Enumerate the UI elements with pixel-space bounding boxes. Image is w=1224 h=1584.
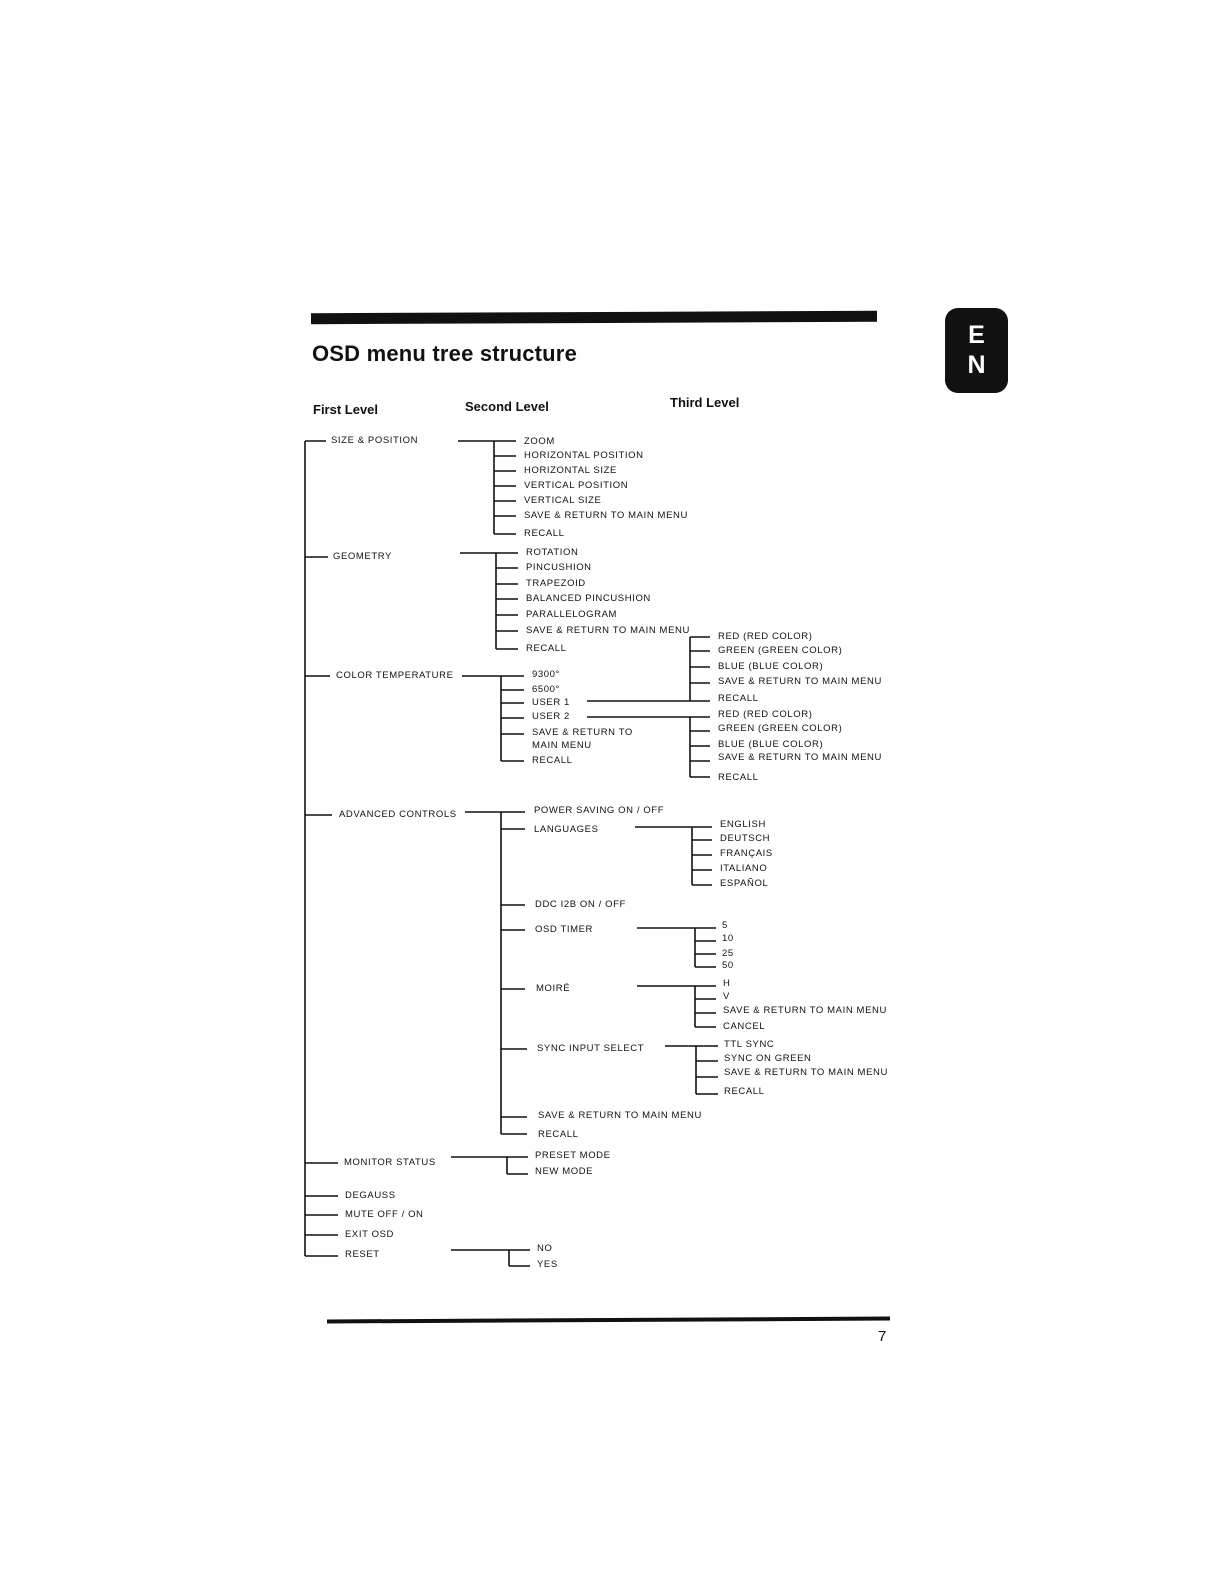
list-item: ZOOM [524,436,555,447]
list-item: RECALL [532,755,573,766]
list-item: 25 [722,948,734,959]
list-item: VERTICAL SIZE [524,495,602,506]
list-item: GREEN (GREEN COLOR) [718,645,843,656]
list-item: NEW MODE [535,1166,594,1177]
list-item: RED (RED COLOR) [718,709,813,720]
page-number: 7 [878,1328,887,1345]
list-item: SYNC ON GREEN [724,1053,812,1064]
list-item: RECALL [524,528,565,539]
list-item: DDC I2B ON / OFF [535,899,626,910]
list-item: MOIRÉ [536,983,571,994]
list-item: RECALL [718,772,759,783]
list-item: RECALL [718,693,759,704]
list-item: H [723,978,731,989]
list-item: ENGLISH [720,819,766,830]
list-item: BALANCED PINCUSHION [526,593,651,604]
list-item: 9300° [532,669,560,680]
page-title: OSD menu tree structure [312,341,578,366]
menu-size-position: SIZE & POSITION [331,435,419,446]
list-item: ITALIANO [720,863,768,874]
list-item: 50 [722,960,734,971]
list-item: RECALL [538,1129,579,1140]
list-item: SAVE & RETURN TO MAIN MENU [723,1005,887,1016]
list-item: USER 2 [532,711,570,722]
list-item: OSD TIMER [535,924,594,935]
list-item: LANGUAGES [534,824,599,835]
list-item: NO [537,1243,553,1254]
list-item: ESPAÑOL [720,878,769,889]
list-item: RECALL [526,643,567,654]
list-item: CANCEL [723,1021,766,1032]
list-item: TRAPEZOID [526,578,586,589]
list-item: 6500° [532,684,560,695]
menu-mute: MUTE OFF / ON [345,1209,424,1220]
list-item: SAVE & RETURN TO [532,727,633,738]
list-item: 10 [722,933,734,944]
list-item: SAVE & RETURN TO MAIN MENU [538,1110,702,1121]
list-item: USER 1 [532,697,570,708]
list-item: RED (RED COLOR) [718,631,813,642]
list-item: HORIZONTAL SIZE [524,465,617,476]
heading-second-level: Second Level [465,399,549,414]
list-item: 5 [722,920,728,931]
language-tab-letter-e: E [968,321,985,349]
list-item: PRESET MODE [535,1150,611,1161]
list-item: VERTICAL POSITION [524,480,629,491]
language-tab-letter-n: N [967,351,986,379]
list-item: SAVE & RETURN TO MAIN MENU [526,625,690,636]
menu-exit-osd: EXIT OSD [345,1229,394,1240]
menu-degauss: DEGAUSS [345,1190,396,1201]
list-item: BLUE (BLUE COLOR) [718,661,824,672]
list-item: SAVE & RETURN TO MAIN MENU [718,676,882,687]
menu-reset: RESET [345,1249,380,1260]
list-item: TTL SYNC [724,1039,775,1050]
menu-monitor-status: MONITOR STATUS [344,1157,436,1168]
list-item: HORIZONTAL POSITION [524,450,644,461]
list-item: YES [537,1259,558,1270]
menu-color-temperature: COLOR TEMPERATURE [336,670,454,681]
list-item: PINCUSHION [526,562,592,573]
list-item: V [723,991,730,1002]
list-item: RECALL [724,1086,765,1097]
list-item: SYNC INPUT SELECT [537,1043,645,1054]
list-item: ROTATION [526,547,579,558]
list-item: POWER SAVING ON / OFF [534,805,665,816]
list-item: FRANÇAIS [720,848,773,859]
list-item: DEUTSCH [720,833,771,844]
menu-geometry: GEOMETRY [333,551,392,562]
list-item: PARALLELOGRAM [526,609,618,620]
list-item: BLUE (BLUE COLOR) [718,739,824,750]
list-item: SAVE & RETURN TO MAIN MENU [524,510,688,521]
heading-third-level: Third Level [670,395,740,410]
menu-advanced-controls: ADVANCED CONTROLS [339,809,457,820]
list-item: SAVE & RETURN TO MAIN MENU [718,752,882,763]
list-item: MAIN MENU [532,740,592,751]
list-item: GREEN (GREEN COLOR) [718,723,843,734]
list-item: SAVE & RETURN TO MAIN MENU [724,1067,888,1078]
heading-first-level: First Level [313,402,379,417]
